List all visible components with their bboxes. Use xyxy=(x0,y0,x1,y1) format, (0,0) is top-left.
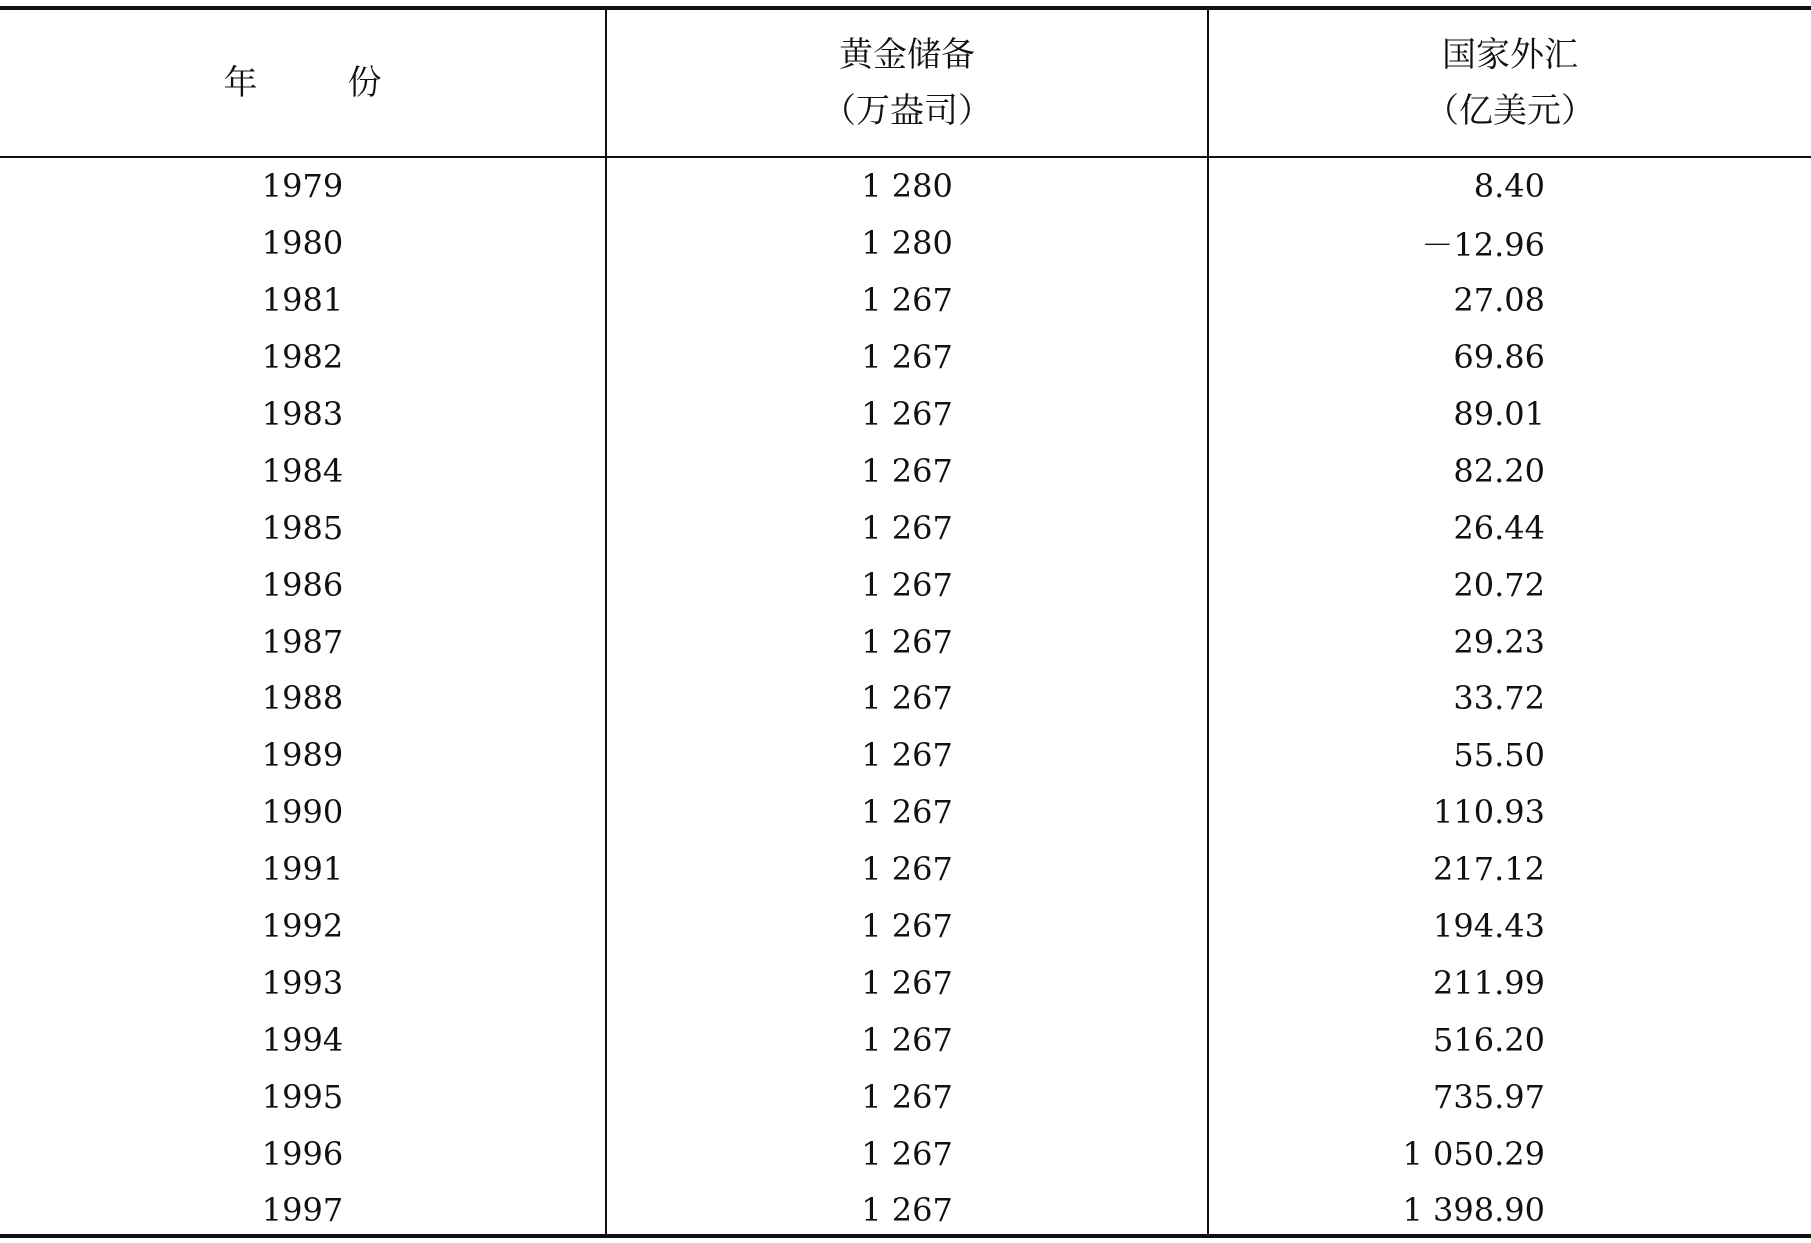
forex-cell: 20.72 xyxy=(1453,565,1545,604)
gold-reserve-cell: 1 267 xyxy=(861,1134,953,1173)
table-row xyxy=(0,613,1811,670)
header-gold-reserve xyxy=(607,10,1207,156)
year-cell: 1997 xyxy=(261,1191,344,1230)
header-year-char-1: 年 xyxy=(223,63,258,103)
table-row xyxy=(0,727,1811,784)
year-cell: 1994 xyxy=(261,1020,344,1059)
gold-reserve-cell: 1 280 xyxy=(861,224,953,263)
gold-reserve-cell: 1 267 xyxy=(861,451,953,490)
forex-cell: 110.93 xyxy=(1433,793,1545,832)
gold-reserve-cell: 1 267 xyxy=(861,622,953,661)
forex-cell: 29.23 xyxy=(1453,622,1545,661)
forex-cell: 8.40 xyxy=(1473,167,1545,206)
forex-cell: 735.97 xyxy=(1433,1077,1545,1116)
year-cell: 1995 xyxy=(261,1077,344,1116)
table-body xyxy=(0,158,1811,1239)
year-cell: 1992 xyxy=(261,907,344,946)
forex-cell: 211.99 xyxy=(1433,963,1545,1002)
forex-cell: 33.72 xyxy=(1453,679,1545,718)
table-row xyxy=(0,1011,1811,1068)
year-cell: 1996 xyxy=(261,1134,344,1173)
gold-reserve-cell: 1 267 xyxy=(861,395,953,433)
table-row xyxy=(0,784,1811,841)
table-row xyxy=(0,898,1811,955)
table-row xyxy=(0,841,1811,898)
forex-cell: 55.50 xyxy=(1453,736,1545,775)
year-cell: 1984 xyxy=(261,451,344,490)
table-row xyxy=(0,329,1811,386)
forex-cell: 27.08 xyxy=(1453,281,1545,320)
table-row xyxy=(0,954,1811,1011)
gold-reserve-cell: 1 267 xyxy=(861,338,953,377)
table-row xyxy=(0,1068,1811,1125)
forex-cell: 69.86 xyxy=(1453,338,1545,377)
forex-cell: －12.96 xyxy=(1421,226,1545,265)
year-cell: 1993 xyxy=(261,963,344,1002)
forex-cell: 194.43 xyxy=(1433,907,1545,946)
header-forex-unit: （亿美元） xyxy=(1425,91,1595,131)
forex-cell: 89.01 xyxy=(1453,395,1545,433)
header-forex-title: 国家外汇 xyxy=(1442,35,1578,75)
table-row xyxy=(0,215,1811,272)
gold-reserve-cell: 1 267 xyxy=(861,1191,953,1230)
gold-reserve-cell: 1 267 xyxy=(861,963,953,1002)
header-forex xyxy=(1209,10,1811,156)
table-row xyxy=(0,272,1811,329)
gold-reserve-cell: 1 267 xyxy=(861,907,953,946)
table-row xyxy=(0,670,1811,727)
gold-reserve-cell: 1 267 xyxy=(861,793,953,832)
table-row xyxy=(0,499,1811,556)
year-cell: 1990 xyxy=(261,793,344,832)
table-row xyxy=(0,158,1811,215)
header-gold-unit: （万盎司） xyxy=(822,91,992,131)
year-cell: 1982 xyxy=(261,338,344,377)
year-cell: 1980 xyxy=(261,224,344,263)
table-row xyxy=(0,442,1811,499)
header-year xyxy=(0,10,605,156)
table-row xyxy=(0,1125,1811,1182)
table-row xyxy=(0,1182,1811,1239)
header-gold-title: 黄金储备 xyxy=(839,35,975,75)
gold-reserve-cell: 1 267 xyxy=(861,1077,953,1116)
year-cell: 1987 xyxy=(261,622,344,661)
gold-reserve-cell: 1 267 xyxy=(861,281,953,320)
forex-cell: 26.44 xyxy=(1453,508,1545,547)
forex-cell: 1 050.29 xyxy=(1402,1134,1545,1173)
gold-reserve-cell: 1 280 xyxy=(861,167,953,206)
year-cell: 1983 xyxy=(261,395,344,433)
year-cell: 1979 xyxy=(261,167,344,206)
gold-reserve-cell: 1 267 xyxy=(861,850,953,889)
forex-cell: 82.20 xyxy=(1453,451,1545,490)
gold-reserve-cell: 1 267 xyxy=(861,508,953,547)
header-year-char-2: 份 xyxy=(347,63,382,103)
year-cell: 1986 xyxy=(261,565,344,604)
year-cell: 1981 xyxy=(261,281,344,320)
forex-cell: 1 398.90 xyxy=(1402,1191,1545,1230)
forex-cell: 516.20 xyxy=(1433,1020,1545,1059)
year-cell: 1991 xyxy=(261,850,344,889)
gold-reserve-cell: 1 267 xyxy=(861,565,953,604)
gold-reserve-cell: 1 267 xyxy=(861,679,953,718)
table-row xyxy=(0,556,1811,613)
year-cell: 1988 xyxy=(261,679,344,718)
year-cell: 1985 xyxy=(261,508,344,547)
year-cell: 1989 xyxy=(261,736,344,775)
table-row xyxy=(0,386,1811,443)
forex-cell: 217.12 xyxy=(1433,850,1545,889)
gold-reserve-cell: 1 267 xyxy=(861,736,953,775)
gold-reserve-cell: 1 267 xyxy=(861,1020,953,1059)
